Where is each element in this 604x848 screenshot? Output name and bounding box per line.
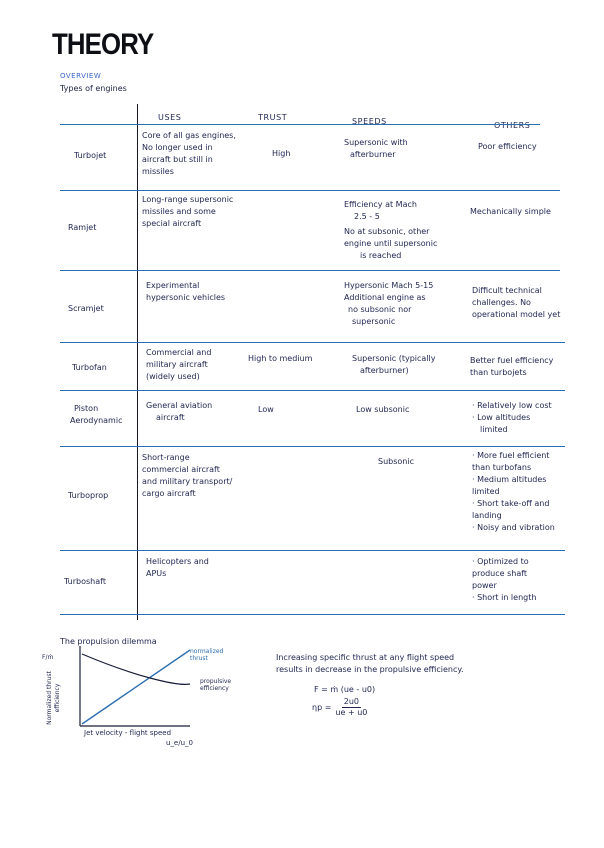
row-divider [60,190,560,191]
row-speeds: Supersonic with afterburner [344,138,408,159]
table-vertical-divider [137,104,138,620]
row-others: · Optimized to produce shaft power · Short in length [472,557,537,602]
row-engine-ramjet: Ramjet [68,223,97,232]
header-speeds: SPEEDS [352,117,387,126]
row-divider [60,446,565,447]
row-others: Better fuel efficiency than turbojets [470,356,554,377]
row-divider [60,550,565,551]
row-engine-turboshaft: Turboshaft [64,577,106,586]
row-speeds: Supersonic (typically afterburner) [352,354,436,375]
row-uses: General aviation aircraft [146,401,213,422]
row-others: Poor efficiency [478,142,537,151]
efficiency-numerator: 2u0 [343,697,359,706]
propulsive-efficiency-label: propulsive efficiency [200,678,232,692]
efficiency-denominator: ue + u0 [335,708,368,717]
row-engine-turbofan: Turbofan [72,363,107,372]
efficiency-equation-lhs: ηp = [312,703,332,712]
row-divider [60,270,560,271]
row-divider [60,342,565,343]
row-thrust: High [272,149,291,158]
row-speeds: Low subsonic [356,405,410,414]
row-uses: Core of all gas engines, No longer used in aircraft but still in missiles [142,131,236,176]
row-others: Mechanically simple [470,207,551,216]
row-divider [60,390,565,391]
row-uses: Long-range supersonic missiles and some special aircraft [142,195,234,228]
dilemma-notes: Increasing specific thrust at any flight speed results in decrease in the propulsive efficiency. [276,653,464,674]
normalized-thrust-label: normalized thrust [190,648,224,662]
row-thrust: High to medium [248,354,313,363]
row-uses: Short-range commercial aircraft and military transport/ cargo aircraft [142,453,233,498]
row-speeds: Subsonic [378,457,414,466]
page-subtitle: Types of engines [60,84,127,93]
row-others: · Relatively low cost · Low altitudes limited [472,401,552,434]
row-uses: Experimental hypersonic vehicles [146,281,226,302]
diagram-xlabel: Jet velocity - flight speed [84,729,172,737]
row-engine-turbojet: Turbojet [74,151,107,160]
row-others: Difficult technical challenges. No operational model yet [472,286,561,319]
row-divider [60,124,540,125]
header-others: OTHERS [494,121,531,130]
row-speeds: Efficiency at Mach 2.5 - 5 No at subsonic, other engine until supersonic is reached [344,200,438,260]
row-engine-piston: Piston Aerodynamic [70,404,123,425]
row-engine-turboprop: Turboprop [68,491,109,500]
efficiency-fraction [335,697,367,718]
row-uses: Commercial and military aircraft (widely used) [146,348,212,381]
header-uses: USES [158,113,182,122]
diagram-xunit: u_e/u_0 [166,739,193,747]
thrust-equation: F = ṁ (ue - u0) [314,685,376,694]
row-thrust: Low [258,405,274,414]
diagram-title: The propulsion dilemma [60,637,157,646]
row-divider [60,614,565,615]
row-uses: Helicopters and APUs [146,557,209,578]
overview-label: OVERVIEW [60,72,102,80]
diagram-ytop-label: F/ṁ [42,654,54,661]
propulsive-efficiency-curve [82,654,190,684]
efficiency-equation [312,697,367,718]
row-speeds: Hypersonic Mach 5-15 Additional engine as no subsonic nor supersonic [344,281,434,326]
row-others: · More fuel efficient than turbofans · Medium altitudes limited · Short take-off and landing · Noisy and vibration [472,451,555,532]
diagram-ylabel: Normalized thrust efficiency [46,671,61,725]
row-engine-scramjet: Scramjet [68,304,104,313]
propulsion-dilemma-diagram [40,632,260,752]
header-thrust: TRUST [258,113,288,122]
page-title: THEORY [52,28,154,61]
